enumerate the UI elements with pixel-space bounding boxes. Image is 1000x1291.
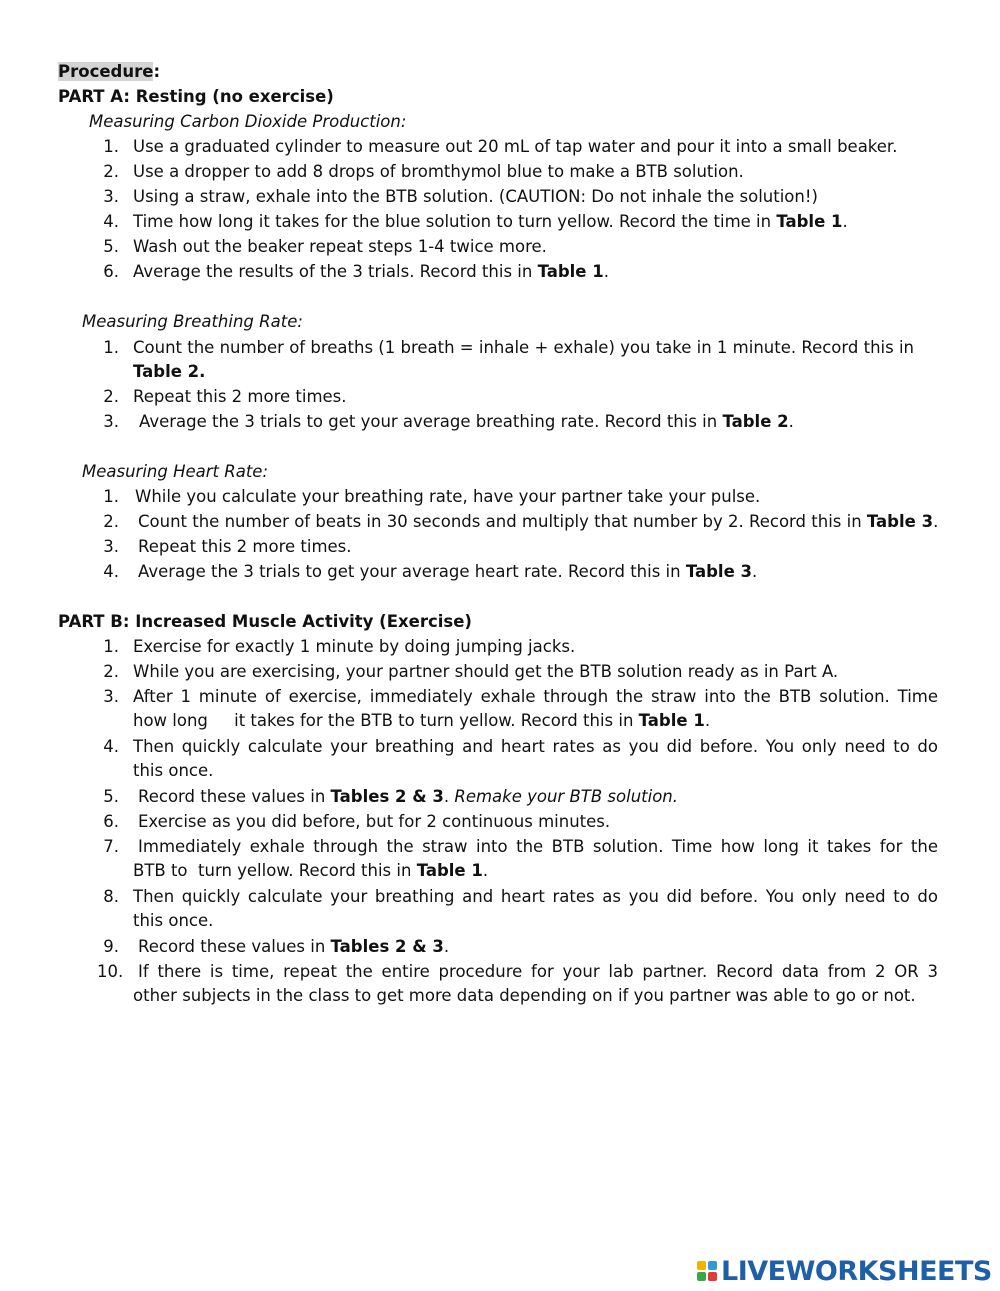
co2-subtitle: Measuring Carbon Dioxide Production: — [89, 112, 407, 131]
list-item-continuation: this once. — [133, 761, 214, 780]
procedure-heading-label: Procedure — [58, 62, 154, 81]
procedure-heading: Procedure: — [58, 62, 161, 81]
list-item-continuation: Table 2. — [133, 362, 206, 381]
logo-square-1 — [697, 1261, 706, 1270]
list-item-continuation: BTB to turn yellow. Record this in Table 1. — [133, 861, 489, 880]
list-item-continuation: other subjects in the class to get more data depending on if you partner was able to go or not. — [133, 986, 916, 1005]
logo-mark-icon — [697, 1261, 717, 1281]
part-b-title: PART B: Increased Muscle Activity (Exercise) — [58, 612, 472, 631]
breathing-subtitle: Measuring Breathing Rate: — [82, 312, 303, 331]
logo-text: LIVEWORKSHEETS — [721, 1255, 992, 1287]
logo-square-4 — [708, 1272, 717, 1281]
worksheet-page: Procedure: PART A: Resting (no exercise) Measuring Carbon Dioxide Production: 1. Use a graduated cylinder to measure out 20 mL of tap water and pour it into a small beaker. 2. Use a dropper to add 8 drops of bromthymol blue to make a BTB solution. 3. Using a straw, exhale into the BTB solution. (CAUTION: Do not inhale the solution!) 4. Time how long it takes for the blue solution to turn yellow. Record the time in Table 1. 5. Wash out the beaker repeat steps 1-4 twice more. 6. Average the results of the 3 trials. Record this in Table 1. Measuring Breathing Rate: 1. Count the number of breaths (1 breath = inhale + exhale) you take in 1 minute. Record this in Table 2. 2. Repeat this 2 more times. 3. Average the 3 trials to get your average breathing rate. Record this in Table 2. Measuring Heart Rate: 1. While you calculate your breathing rate, have your partner take your pulse. 2. Count the number of beats in 30 seconds and multiply that number by 2. Record this in Table 3. 3. Repeat this 2 more times. 4. Average the 3 trials to get your average heart rate. Record this in Table 3. PART B: Increased Muscle Activity (Exercise) 1. Exercise for exactly 1 minute by doing jumping jacks. 2. While you are exercising, your partner should get the BTB solution ready as in Part A. 3. After 1 minute of exercise, immediately exhale through the straw into the BTB solution. Time how long it takes for the BTB to turn yellow. Record this in Table 1. 4. Then quickly calculate your breathing and heart rates as you did before. You only need to do this once. 5. Record these values in Tables 2 & 3. Remake your BTB solution. 6. Exercise as you did before, but for 2 continuous minutes. 7. Immediately exhale through the straw into the BTB solution. Time how long it takes for the BTB to turn yellow. Record this in Table 1. 8. Then quickly calculate your breathing and heart rates as you did before. You only need to do this once. 9. Record these values in Tables 2 & 3. 10. If there is time, repeat the entire procedure for your lab partner. Record data from 2 OR 3 other subjects in the class to get more data depending on if you partner was able to go or not. LIVEWORKSHEETS — [58, 62, 992, 1287]
list-item-continuation: this once. — [133, 911, 214, 930]
logo-square-3 — [697, 1272, 706, 1281]
part-a-title: PART A: Resting (no exercise) — [58, 87, 334, 106]
logo-square-2 — [708, 1261, 717, 1270]
list-item-continuation: how long it takes for the BTB to turn yellow. Record this in Table 1. — [133, 711, 711, 730]
heart-subtitle: Measuring Heart Rate: — [82, 462, 269, 481]
liveworksheets-logo — [697, 1256, 992, 1286]
